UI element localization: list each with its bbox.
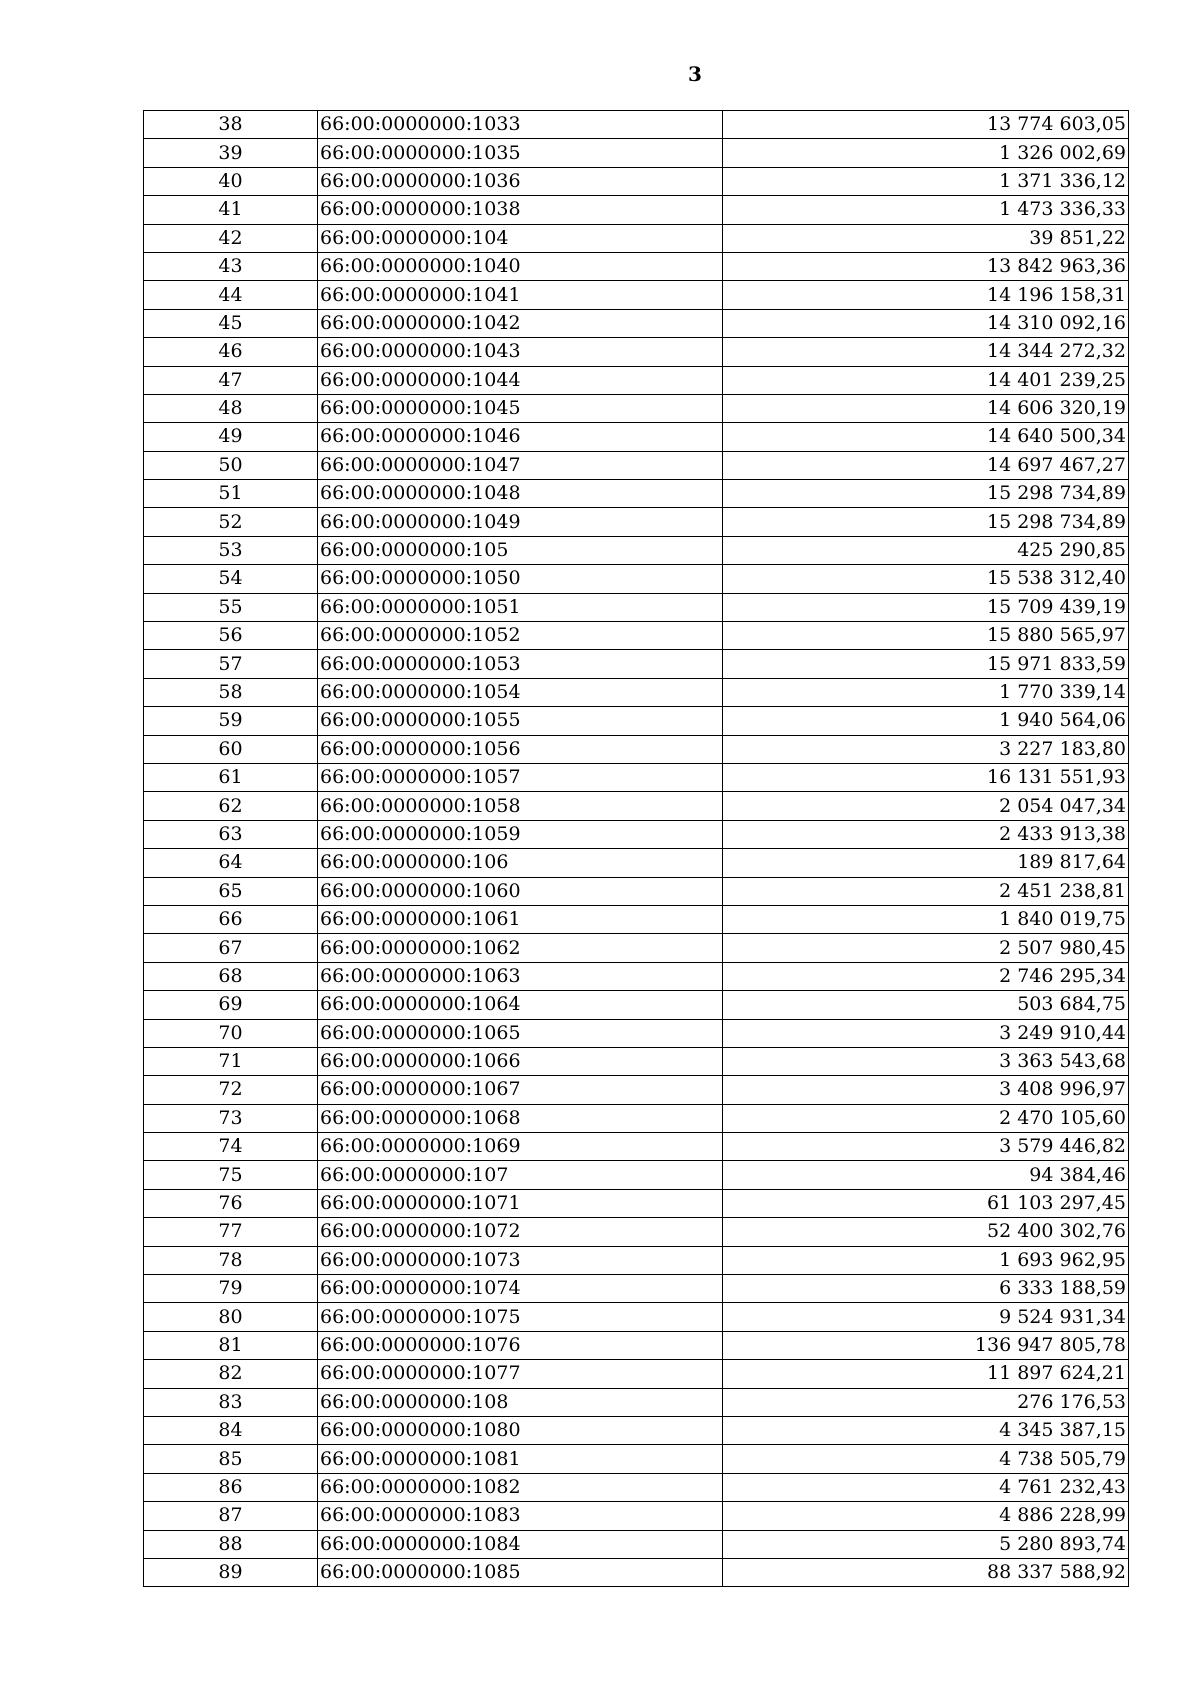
cadastral-number-cell: 66:00:0000000:106 <box>318 849 723 877</box>
cadastral-number-cell: 66:00:0000000:1050 <box>318 565 723 593</box>
cadastral-value-cell: 1 371 336,12 <box>723 167 1129 195</box>
cadastral-number-cell: 66:00:0000000:1085 <box>318 1558 723 1586</box>
cadastral-value-cell: 2 451 238,81 <box>723 877 1129 905</box>
cadastral-value-cell: 14 196 158,31 <box>723 281 1129 309</box>
row-number-cell: 65 <box>144 877 318 905</box>
row-number-cell: 66 <box>144 905 318 933</box>
table-row <box>144 508 1129 536</box>
table-row <box>144 877 1129 905</box>
cadastral-number-cell: 66:00:0000000:1082 <box>318 1473 723 1501</box>
row-number-cell: 71 <box>144 1047 318 1075</box>
cadastral-value-cell: 3 408 996,97 <box>723 1076 1129 1104</box>
table-body <box>144 111 1129 1587</box>
table-row <box>144 338 1129 366</box>
row-number-cell: 48 <box>144 394 318 422</box>
cadastral-value-cell: 1 840 019,75 <box>723 905 1129 933</box>
row-number-cell: 72 <box>144 1076 318 1104</box>
cadastral-number-cell: 66:00:0000000:1045 <box>318 394 723 422</box>
cadastral-value-cell: 3 579 446,82 <box>723 1133 1129 1161</box>
cadastral-number-cell: 66:00:0000000:1066 <box>318 1047 723 1075</box>
cadastral-value-cell: 189 817,64 <box>723 849 1129 877</box>
table-row <box>144 423 1129 451</box>
table-row <box>144 1246 1129 1274</box>
table-row <box>144 1445 1129 1473</box>
table-row <box>144 1076 1129 1104</box>
cadastral-value-cell: 9 524 931,34 <box>723 1303 1129 1331</box>
table-row <box>144 480 1129 508</box>
row-number-cell: 61 <box>144 763 318 791</box>
cadastral-number-cell: 66:00:0000000:1065 <box>318 1019 723 1047</box>
row-number-cell: 70 <box>144 1019 318 1047</box>
row-number-cell: 89 <box>144 1558 318 1586</box>
table-row <box>144 622 1129 650</box>
row-number-cell: 57 <box>144 650 318 678</box>
cadastral-number-cell: 66:00:0000000:1071 <box>318 1189 723 1217</box>
table-row <box>144 565 1129 593</box>
cadastral-number-cell: 66:00:0000000:1067 <box>318 1076 723 1104</box>
cadastral-value-cell: 14 697 467,27 <box>723 451 1129 479</box>
cadastral-number-cell: 66:00:0000000:1059 <box>318 820 723 848</box>
cadastral-number-cell: 66:00:0000000:1033 <box>318 111 723 139</box>
page-number: 3 <box>688 62 702 86</box>
row-number-cell: 69 <box>144 991 318 1019</box>
table-row <box>144 167 1129 195</box>
cadastral-value-cell: 14 310 092,16 <box>723 309 1129 337</box>
row-number-cell: 45 <box>144 309 318 337</box>
cadastral-value-cell: 13 774 603,05 <box>723 111 1129 139</box>
cadastral-number-cell: 66:00:0000000:1074 <box>318 1275 723 1303</box>
cadastral-value-cell: 61 103 297,45 <box>723 1189 1129 1217</box>
row-number-cell: 41 <box>144 196 318 224</box>
table-row <box>144 1047 1129 1075</box>
row-number-cell: 76 <box>144 1189 318 1217</box>
table-row <box>144 1473 1129 1501</box>
table-row <box>144 962 1129 990</box>
cadastral-value-cell: 88 337 588,92 <box>723 1558 1129 1586</box>
table-row <box>144 536 1129 564</box>
cadastral-value-cell: 2 433 913,38 <box>723 820 1129 848</box>
cadastral-value-cell: 94 384,46 <box>723 1161 1129 1189</box>
cadastral-number-cell: 66:00:0000000:1057 <box>318 763 723 791</box>
cadastral-number-cell: 66:00:0000000:1047 <box>318 451 723 479</box>
table-row <box>144 735 1129 763</box>
table-row <box>144 196 1129 224</box>
row-number-cell: 75 <box>144 1161 318 1189</box>
cadastral-value-cell: 52 400 302,76 <box>723 1218 1129 1246</box>
table-row <box>144 1218 1129 1246</box>
cadastral-number-cell: 66:00:0000000:107 <box>318 1161 723 1189</box>
row-number-cell: 86 <box>144 1473 318 1501</box>
cadastral-number-cell: 66:00:0000000:1075 <box>318 1303 723 1331</box>
cadastral-value-cell: 16 131 551,93 <box>723 763 1129 791</box>
cadastral-value-cell: 2 507 980,45 <box>723 934 1129 962</box>
table-row <box>144 111 1129 139</box>
cadastral-number-cell: 66:00:0000000:1077 <box>318 1360 723 1388</box>
table-row <box>144 934 1129 962</box>
cadastral-value-cell: 2 746 295,34 <box>723 962 1129 990</box>
row-number-cell: 88 <box>144 1530 318 1558</box>
cadastral-number-cell: 66:00:0000000:1051 <box>318 593 723 621</box>
row-number-cell: 54 <box>144 565 318 593</box>
table-row <box>144 366 1129 394</box>
table-row <box>144 849 1129 877</box>
row-number-cell: 64 <box>144 849 318 877</box>
cadastral-value-cell: 2 054 047,34 <box>723 792 1129 820</box>
cadastral-value-cell: 15 538 312,40 <box>723 565 1129 593</box>
row-number-cell: 85 <box>144 1445 318 1473</box>
cadastral-value-cell: 15 880 565,97 <box>723 622 1129 650</box>
cadastral-number-cell: 66:00:0000000:1060 <box>318 877 723 905</box>
row-number-cell: 49 <box>144 423 318 451</box>
row-number-cell: 77 <box>144 1218 318 1246</box>
cadastral-number-cell: 66:00:0000000:1052 <box>318 622 723 650</box>
cadastral-number-cell: 66:00:0000000:1076 <box>318 1331 723 1359</box>
row-number-cell: 84 <box>144 1416 318 1444</box>
table-row <box>144 763 1129 791</box>
cadastral-number-cell: 66:00:0000000:1063 <box>318 962 723 990</box>
cadastral-number-cell: 66:00:0000000:1044 <box>318 366 723 394</box>
cadastral-number-cell: 66:00:0000000:1069 <box>318 1133 723 1161</box>
cadastral-value-cell: 4 738 505,79 <box>723 1445 1129 1473</box>
cadastral-value-cell: 3 227 183,80 <box>723 735 1129 763</box>
table-row <box>144 309 1129 337</box>
row-number-cell: 52 <box>144 508 318 536</box>
row-number-cell: 63 <box>144 820 318 848</box>
row-number-cell: 74 <box>144 1133 318 1161</box>
cadastral-value-cell: 14 640 500,34 <box>723 423 1129 451</box>
cadastral-value-cell: 14 344 272,32 <box>723 338 1129 366</box>
table-row <box>144 281 1129 309</box>
table-row <box>144 1104 1129 1132</box>
cadastral-value-cell: 503 684,75 <box>723 991 1129 1019</box>
table-row <box>144 1161 1129 1189</box>
cadastral-value-cell: 2 470 105,60 <box>723 1104 1129 1132</box>
cadastral-number-cell: 66:00:0000000:1054 <box>318 678 723 706</box>
row-number-cell: 80 <box>144 1303 318 1331</box>
table-row <box>144 394 1129 422</box>
row-number-cell: 81 <box>144 1331 318 1359</box>
table-row <box>144 650 1129 678</box>
cadastral-number-cell: 66:00:0000000:1049 <box>318 508 723 536</box>
row-number-cell: 68 <box>144 962 318 990</box>
table-row <box>144 1360 1129 1388</box>
row-number-cell: 83 <box>144 1388 318 1416</box>
cadastral-number-cell: 66:00:0000000:1036 <box>318 167 723 195</box>
cadastral-number-cell: 66:00:0000000:104 <box>318 224 723 252</box>
row-number-cell: 56 <box>144 622 318 650</box>
row-number-cell: 62 <box>144 792 318 820</box>
cadastral-number-cell: 66:00:0000000:1048 <box>318 480 723 508</box>
cadastral-value-cell: 15 298 734,89 <box>723 508 1129 536</box>
cadastral-number-cell: 66:00:0000000:1058 <box>318 792 723 820</box>
cadastral-number-cell: 66:00:0000000:108 <box>318 1388 723 1416</box>
cadastral-number-cell: 66:00:0000000:1061 <box>318 905 723 933</box>
cadastral-value-cell: 5 280 893,74 <box>723 1530 1129 1558</box>
table-row <box>144 792 1129 820</box>
cadastral-value-cell: 15 298 734,89 <box>723 480 1129 508</box>
table-row <box>144 1019 1129 1047</box>
cadastral-value-cell: 13 842 963,36 <box>723 252 1129 280</box>
table-row <box>144 139 1129 167</box>
cadastral-number-cell: 66:00:0000000:1073 <box>318 1246 723 1274</box>
table-row <box>144 224 1129 252</box>
cadastral-value-cell: 11 897 624,21 <box>723 1360 1129 1388</box>
row-number-cell: 42 <box>144 224 318 252</box>
row-number-cell: 73 <box>144 1104 318 1132</box>
row-number-cell: 78 <box>144 1246 318 1274</box>
table-row <box>144 1133 1129 1161</box>
table-row <box>144 1558 1129 1586</box>
cadastral-number-cell: 66:00:0000000:1072 <box>318 1218 723 1246</box>
cadastral-value-cell: 4 761 232,43 <box>723 1473 1129 1501</box>
cadastral-value-cell: 425 290,85 <box>723 536 1129 564</box>
table-row <box>144 707 1129 735</box>
cadastral-number-cell: 66:00:0000000:1041 <box>318 281 723 309</box>
row-number-cell: 44 <box>144 281 318 309</box>
table-row <box>144 820 1129 848</box>
cadastral-value-cell: 39 851,22 <box>723 224 1129 252</box>
cadastral-value-cell: 136 947 805,78 <box>723 1331 1129 1359</box>
table-row <box>144 1303 1129 1331</box>
cadastral-value-cell: 15 709 439,19 <box>723 593 1129 621</box>
cadastral-value-cell: 6 333 188,59 <box>723 1275 1129 1303</box>
cadastral-number-cell: 66:00:0000000:1042 <box>318 309 723 337</box>
cadastral-number-cell: 66:00:0000000:1064 <box>318 991 723 1019</box>
row-number-cell: 67 <box>144 934 318 962</box>
row-number-cell: 51 <box>144 480 318 508</box>
row-number-cell: 59 <box>144 707 318 735</box>
cadastral-value-cell: 1 770 339,14 <box>723 678 1129 706</box>
cadastral-number-cell: 66:00:0000000:105 <box>318 536 723 564</box>
row-number-cell: 43 <box>144 252 318 280</box>
table-row <box>144 678 1129 706</box>
row-number-cell: 47 <box>144 366 318 394</box>
cadastral-value-cell: 4 345 387,15 <box>723 1416 1129 1444</box>
row-number-cell: 60 <box>144 735 318 763</box>
row-number-cell: 38 <box>144 111 318 139</box>
cadastral-number-cell: 66:00:0000000:1040 <box>318 252 723 280</box>
table-row <box>144 451 1129 479</box>
cadastral-number-cell: 66:00:0000000:1083 <box>318 1502 723 1530</box>
table-row <box>144 593 1129 621</box>
cadastral-number-cell: 66:00:0000000:1053 <box>318 650 723 678</box>
cadastral-number-cell: 66:00:0000000:1068 <box>318 1104 723 1132</box>
cadastral-value-cell: 1 326 002,69 <box>723 139 1129 167</box>
cadastral-number-cell: 66:00:0000000:1084 <box>318 1530 723 1558</box>
cadastral-value-cell: 1 693 962,95 <box>723 1246 1129 1274</box>
table-row <box>144 905 1129 933</box>
cadastral-value-cell: 14 606 320,19 <box>723 394 1129 422</box>
table-row <box>144 1388 1129 1416</box>
row-number-cell: 53 <box>144 536 318 564</box>
cadastral-value-cell: 15 971 833,59 <box>723 650 1129 678</box>
table-row <box>144 991 1129 1019</box>
row-number-cell: 55 <box>144 593 318 621</box>
row-number-cell: 40 <box>144 167 318 195</box>
row-number-cell: 58 <box>144 678 318 706</box>
cadastral-value-cell: 4 886 228,99 <box>723 1502 1129 1530</box>
cadastral-value-cell: 14 401 239,25 <box>723 366 1129 394</box>
row-number-cell: 50 <box>144 451 318 479</box>
table-row <box>144 252 1129 280</box>
cadastral-value-table <box>143 110 1129 1587</box>
table-row <box>144 1530 1129 1558</box>
table-row <box>144 1331 1129 1359</box>
cadastral-number-cell: 66:00:0000000:1046 <box>318 423 723 451</box>
row-number-cell: 82 <box>144 1360 318 1388</box>
cadastral-number-cell: 66:00:0000000:1043 <box>318 338 723 366</box>
row-number-cell: 39 <box>144 139 318 167</box>
row-number-cell: 87 <box>144 1502 318 1530</box>
cadastral-value-cell: 1 940 564,06 <box>723 707 1129 735</box>
row-number-cell: 46 <box>144 338 318 366</box>
cadastral-number-cell: 66:00:0000000:1056 <box>318 735 723 763</box>
table-row <box>144 1416 1129 1444</box>
table-row <box>144 1189 1129 1217</box>
row-number-cell: 79 <box>144 1275 318 1303</box>
cadastral-value-cell: 276 176,53 <box>723 1388 1129 1416</box>
cadastral-value-cell: 1 473 336,33 <box>723 196 1129 224</box>
cadastral-number-cell: 66:00:0000000:1035 <box>318 139 723 167</box>
cadastral-number-cell: 66:00:0000000:1080 <box>318 1416 723 1444</box>
cadastral-number-cell: 66:00:0000000:1081 <box>318 1445 723 1473</box>
cadastral-value-cell: 3 249 910,44 <box>723 1019 1129 1047</box>
cadastral-number-cell: 66:00:0000000:1055 <box>318 707 723 735</box>
cadastral-value-cell: 3 363 543,68 <box>723 1047 1129 1075</box>
cadastral-number-cell: 66:00:0000000:1038 <box>318 196 723 224</box>
table-row <box>144 1275 1129 1303</box>
table-row <box>144 1502 1129 1530</box>
cadastral-number-cell: 66:00:0000000:1062 <box>318 934 723 962</box>
